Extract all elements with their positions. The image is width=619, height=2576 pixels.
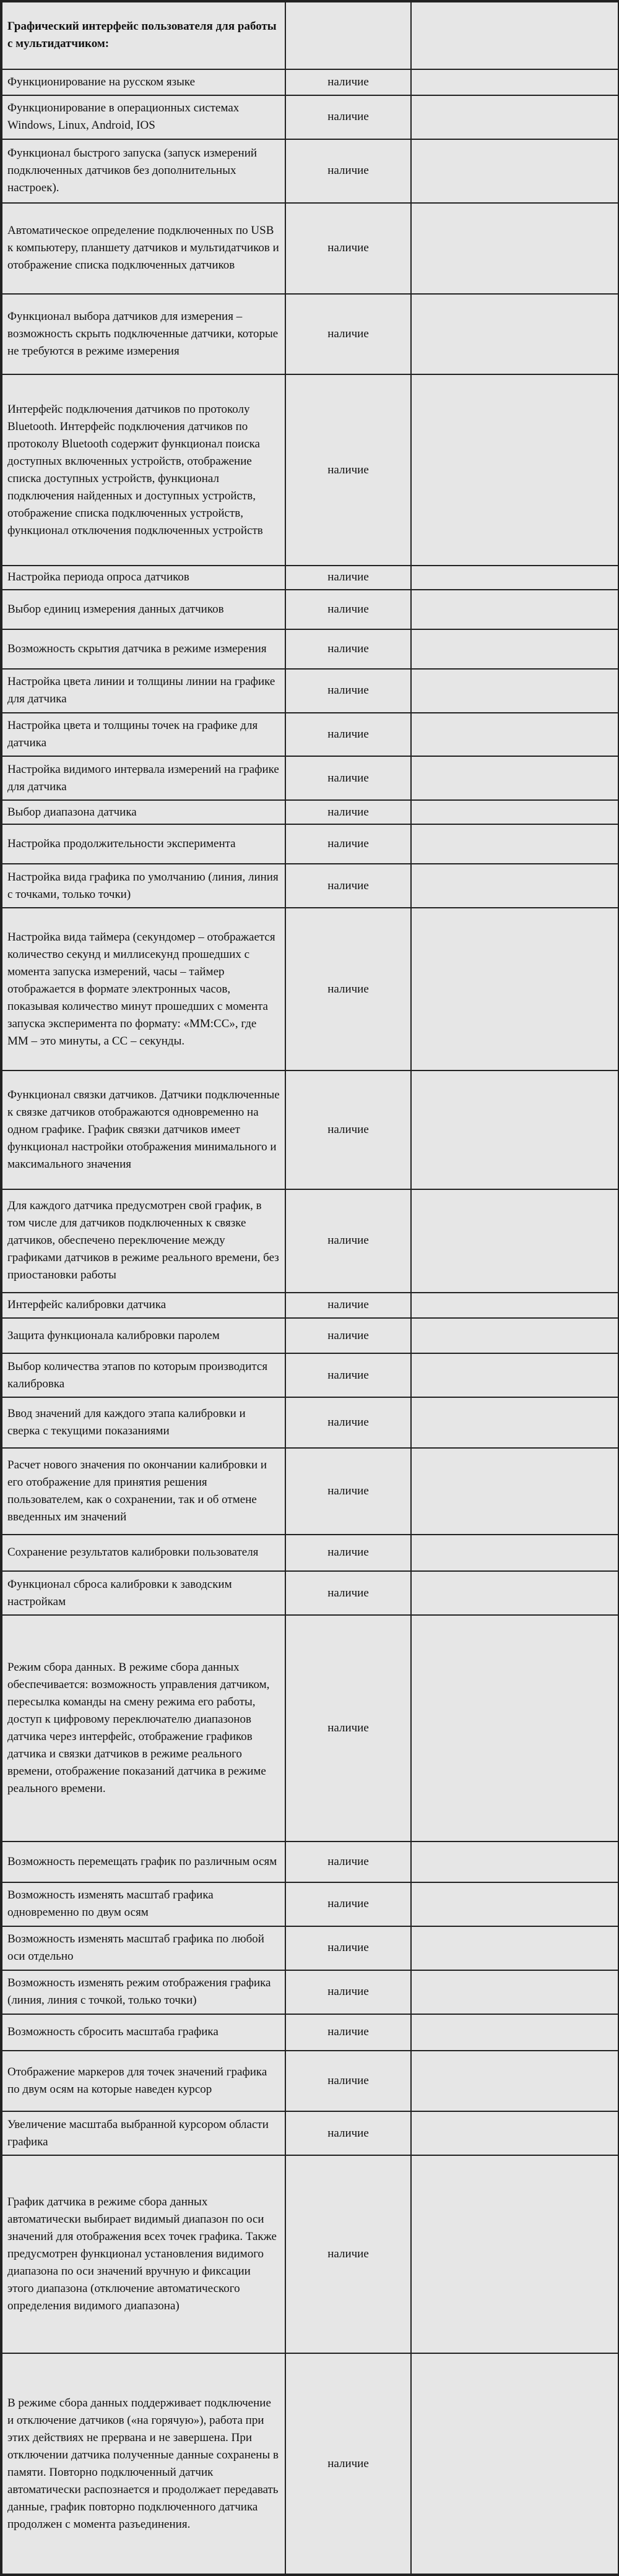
empty-cell	[411, 629, 619, 669]
empty-cell	[411, 1397, 619, 1448]
status-cell: наличие	[285, 2051, 411, 2111]
feature-cell: Расчет нового значения по окончании калибровки и его отображение для принятия решения пользователем, как о сохранении, так и об отмене введенных им значений	[2, 1448, 285, 1534]
empty-cell	[411, 2014, 619, 2051]
table-row	[2, 1970, 619, 2014]
status-cell: наличие	[285, 374, 411, 566]
feature-cell: График датчика в режиме сбора данных автоматически выбирает видимый диапазон по оси значений для отображения всех точек графика. Также предусмотрен функционал установления видимого диапазона по оси значений вручную и фиксации этого диапазона (отключение автоматического определения видимого диапазона)	[2, 2155, 285, 2353]
table-row	[2, 756, 619, 800]
table-header-empty-cell	[285, 2, 411, 69]
table-row	[2, 800, 619, 824]
empty-cell	[411, 2051, 619, 2111]
table-row	[2, 1070, 619, 1189]
table-row	[2, 1448, 619, 1534]
status-cell: наличие	[285, 2014, 411, 2051]
status-cell: наличие	[285, 1970, 411, 2014]
table-header-empty-cell	[411, 2, 619, 69]
status-cell: наличие	[285, 1189, 411, 1293]
empty-cell	[411, 1535, 619, 1571]
empty-cell	[411, 566, 619, 590]
status-cell: наличие	[285, 1535, 411, 1571]
empty-cell	[411, 69, 619, 95]
empty-cell	[411, 824, 619, 864]
table-row	[2, 864, 619, 908]
table-row	[2, 1318, 619, 1353]
feature-cell: Автоматическое определение подключенных по USB к компьютеру, планшету датчиков и мультидатчиков и отображение списка подключенных датчиков	[2, 203, 285, 294]
status-cell: наличие	[285, 69, 411, 95]
empty-cell	[411, 864, 619, 908]
empty-cell	[411, 1293, 619, 1318]
table-row	[2, 1571, 619, 1615]
spec-table	[1, 1, 619, 2575]
empty-cell	[411, 1448, 619, 1534]
feature-cell: Настройка продолжительности эксперимента	[2, 824, 285, 864]
status-cell: наличие	[285, 1882, 411, 1926]
status-cell: наличие	[285, 294, 411, 374]
empty-cell	[411, 713, 619, 757]
table-row	[2, 69, 619, 95]
status-cell: наличие	[285, 864, 411, 908]
feature-cell: Настройка периода опроса датчиков	[2, 566, 285, 590]
empty-cell	[411, 2353, 619, 2574]
feature-cell: Функционал сброса калибровки к заводским настройкам	[2, 1571, 285, 1615]
empty-cell	[411, 908, 619, 1070]
feature-cell: Для каждого датчика предусмотрен свой график, в том числе для датчиков подключенных к связке датчиков, обеспечено переключение между графиками датчиков в режиме реального времени, без приостановки работы	[2, 1189, 285, 1293]
empty-cell	[411, 590, 619, 629]
empty-cell	[411, 669, 619, 713]
status-cell: наличие	[285, 1615, 411, 1842]
feature-cell: Возможность изменять масштаб графика по любой оси отдельно	[2, 1926, 285, 1970]
feature-cell: Режим сбора данных. В режиме сбора данных обеспечивается: возможность управления датчиком, пересылка команды на смену режима его работы, доступ к цифровому переключателю диапазонов датчика через интерфейс, отображение графиков датчика и связки датчиков в режиме реального времени, отображение показаний датчика в режиме реального времени.	[2, 1615, 285, 1842]
status-cell: наличие	[285, 1293, 411, 1318]
feature-cell: Функционал быстрого запуска (запуск измерений подключенных датчиков без дополнительных настроек).	[2, 139, 285, 203]
feature-cell: Выбор количества этапов по которым производится калибровка	[2, 1353, 285, 1397]
table-row	[2, 1397, 619, 1448]
empty-cell	[411, 1353, 619, 1397]
status-cell: наличие	[285, 2155, 411, 2353]
empty-cell	[411, 374, 619, 566]
table-row	[2, 95, 619, 139]
status-cell: наличие	[285, 2111, 411, 2155]
feature-cell: Отображение маркеров для точек значений графика по двум осям на которые наведен курсор	[2, 2051, 285, 2111]
empty-cell	[411, 800, 619, 824]
status-cell: наличие	[285, 203, 411, 294]
empty-cell	[411, 1571, 619, 1615]
feature-cell: Функционирование в операционных системах Windows, Linux, Android, IOS	[2, 95, 285, 139]
status-cell: наличие	[285, 1926, 411, 1970]
feature-cell: Возможность изменять режим отображения графика (линия, линия с точкой, только точки)	[2, 1970, 285, 2014]
status-cell: наличие	[285, 590, 411, 629]
table-row	[2, 2155, 619, 2353]
table-row	[2, 824, 619, 864]
table-row	[2, 1842, 619, 1882]
table-row	[2, 1615, 619, 1842]
feature-cell: Ввод значений для каждого этапа калибровки и сверка с текущими показаниями	[2, 1397, 285, 1448]
table-row	[2, 2051, 619, 2111]
table-header-cell: Графический интерфейс пользователя для работы с мультидатчиком:	[2, 2, 285, 69]
table-row	[2, 669, 619, 713]
table-row	[2, 203, 619, 294]
feature-cell: Функционал связки датчиков. Датчики подключенные к связке датчиков отображаются одновременно на одном графике. График связки датчиков имеет функционал настройки отображения минимального и максимального значения	[2, 1070, 285, 1189]
feature-cell: Возможность сбросить масштаба графика	[2, 2014, 285, 2051]
feature-cell: Выбор единиц измерения данных датчиков	[2, 590, 285, 629]
empty-cell	[411, 203, 619, 294]
status-cell: наличие	[285, 800, 411, 824]
status-cell: наличие	[285, 1353, 411, 1397]
feature-cell: Настройка вида таймера (секундомер – отображается количество секунд и миллисекунд прошедших с момента запуска измерений, часы – таймер отображается в формате электронных часов, показывая количество минут прошедших с момента запуска эксперимента по формату: «ММ:СС», где ММ – это минуты, а СС – секунды.	[2, 908, 285, 1070]
table-row	[2, 294, 619, 374]
empty-cell	[411, 756, 619, 800]
status-cell: наличие	[285, 1448, 411, 1534]
feature-cell: Сохранение результатов калибровки пользователя	[2, 1535, 285, 1571]
feature-cell: Выбор диапазона датчика	[2, 800, 285, 824]
status-cell: наличие	[285, 2353, 411, 2574]
empty-cell	[411, 1070, 619, 1189]
status-cell: наличие	[285, 1842, 411, 1882]
feature-cell: Настройка цвета линии и толщины линии на графике для датчика	[2, 669, 285, 713]
status-cell: наличие	[285, 566, 411, 590]
table-row	[2, 1535, 619, 1571]
feature-cell: Возможность перемещать график по различным осям	[2, 1842, 285, 1882]
table-row	[2, 2353, 619, 2574]
empty-cell	[411, 1882, 619, 1926]
feature-cell: Функционал выбора датчиков для измерения – возможность скрыть подключенные датчики, которые не требуются в режиме измерения	[2, 294, 285, 374]
empty-cell	[411, 1970, 619, 2014]
table-row	[2, 908, 619, 1070]
empty-cell	[411, 1318, 619, 1353]
status-cell: наличие	[285, 713, 411, 757]
status-cell: наличие	[285, 669, 411, 713]
feature-cell: Настройка видимого интервала измерений на графике для датчика	[2, 756, 285, 800]
empty-cell	[411, 139, 619, 203]
table-row	[2, 2014, 619, 2051]
status-cell: наличие	[285, 908, 411, 1070]
feature-cell: Интерфейс калибровки датчика	[2, 1293, 285, 1318]
table-row	[2, 629, 619, 669]
empty-cell	[411, 95, 619, 139]
table-row	[2, 1293, 619, 1318]
feature-cell: В режиме сбора данных поддерживает подключение и отключение датчиков («на горячую»), работа при этих действиях не прервана и не завершена. При отключении датчика полученные данные сохранены в памяти. Повторно подключенный датчик автоматически распознается и продолжает передавать данные, график повторно подключенного датчика продолжен с момента разъединения.	[2, 2353, 285, 2574]
status-cell: наличие	[285, 824, 411, 864]
feature-cell: Возможность изменять масштаб графика одновременно по двум осям	[2, 1882, 285, 1926]
status-cell: наличие	[285, 1397, 411, 1448]
status-cell: наличие	[285, 139, 411, 203]
status-cell: наличие	[285, 1070, 411, 1189]
status-cell: наличие	[285, 629, 411, 669]
spec-table-body	[2, 2, 619, 2574]
empty-cell	[411, 2155, 619, 2353]
empty-cell	[411, 294, 619, 374]
table-row	[2, 374, 619, 566]
empty-cell	[411, 1615, 619, 1842]
feature-cell: Защита функционала калибровки паролем	[2, 1318, 285, 1353]
feature-cell: Возможность скрытия датчика в режиме измерения	[2, 629, 285, 669]
empty-cell	[411, 1926, 619, 1970]
table-row	[2, 566, 619, 590]
table-row	[2, 1926, 619, 1970]
table-row	[2, 2111, 619, 2155]
table-row	[2, 139, 619, 203]
status-cell: наличие	[285, 1571, 411, 1615]
table-row	[2, 1353, 619, 1397]
empty-cell	[411, 1189, 619, 1293]
table-row	[2, 1882, 619, 1926]
status-cell: наличие	[285, 95, 411, 139]
feature-cell: Настройка цвета и толщины точек на графике для датчика	[2, 713, 285, 757]
table-row	[2, 713, 619, 757]
table-row	[2, 1189, 619, 1293]
status-cell: наличие	[285, 756, 411, 800]
feature-cell: Настройка вида графика по умолчанию (линия, линия с точками, только точки)	[2, 864, 285, 908]
empty-cell	[411, 2111, 619, 2155]
feature-cell: Интерфейс подключения датчиков по протоколу Bluetooth. Интерфейс подключения датчиков по протоколу Bluetooth содержит функционал поиска доступных включенных устройств, отображение списка доступных устройств, функционал подключения найденных и доступных устройств, отображение списка подключенных устройств, функционал отключения подключенных устройств	[2, 374, 285, 566]
empty-cell	[411, 1842, 619, 1882]
table-header-row	[2, 2, 619, 69]
table-row	[2, 590, 619, 629]
feature-cell: Увеличение масштаба выбранной курсором области графика	[2, 2111, 285, 2155]
feature-cell: Функционирование на русском языке	[2, 69, 285, 95]
status-cell: наличие	[285, 1318, 411, 1353]
